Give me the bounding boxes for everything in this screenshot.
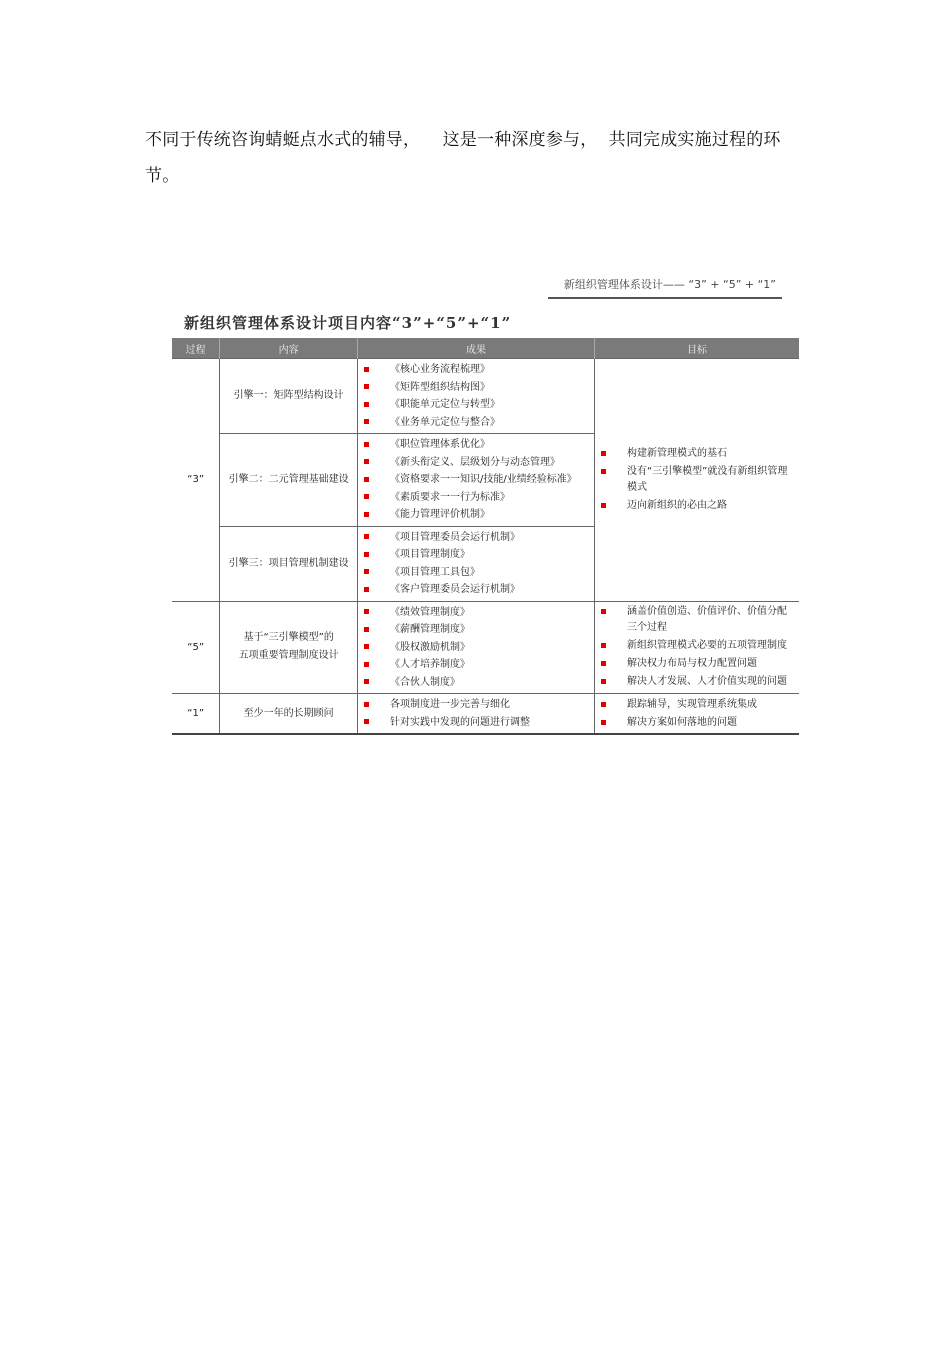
list-item: 《资格要求一一知识/技能/业绩经验标准》 — [364, 471, 594, 489]
content-cell-1: 至少一年的长期顾问 — [220, 694, 358, 735]
red-square-bullet-icon — [364, 702, 369, 707]
list-item: 《职位管理体系优化》 — [364, 436, 594, 454]
red-square-bullet-icon — [364, 459, 369, 464]
results-cell-5 — [357, 601, 594, 694]
header-results: 成果 — [357, 338, 594, 359]
list-item: 《合伙人制度》 — [364, 674, 594, 692]
table-row — [172, 601, 799, 694]
header-process: 过程 — [172, 338, 220, 359]
process-cell-3: “3” — [172, 359, 220, 602]
list-item: 《能力管理评价机制》 — [364, 506, 594, 524]
red-square-bullet-icon — [364, 402, 369, 407]
list-item: 《职能单元定位与转型》 — [364, 396, 594, 414]
content-cell-engine-1: 引擎一：矩阵型结构设计 — [220, 359, 358, 434]
list-item: 《薪酬管理制度》 — [364, 621, 594, 639]
red-square-bullet-icon — [601, 679, 606, 684]
results-cell-engine-1 — [357, 359, 594, 434]
content-cell-engine-2: 引擎二：二元管理基础建设 — [220, 434, 358, 527]
red-square-bullet-icon — [601, 609, 606, 614]
red-square-bullet-icon — [364, 609, 369, 614]
red-square-bullet-icon — [364, 569, 369, 574]
red-square-bullet-icon — [364, 384, 369, 389]
red-square-bullet-icon — [364, 494, 369, 499]
content-cell-5 — [220, 601, 358, 694]
red-square-bullet-icon — [364, 552, 369, 557]
project-content-table — [172, 338, 799, 735]
red-square-bullet-icon — [364, 534, 369, 539]
header-goals: 目标 — [595, 338, 800, 359]
red-square-bullet-icon — [364, 662, 369, 667]
list-item: 跟踪辅导，实现管理系统集成 — [601, 697, 799, 713]
goals-cell-1 — [595, 694, 800, 735]
results-cell-engine-2 — [357, 434, 594, 527]
red-square-bullet-icon — [364, 627, 369, 632]
intro-line-2: 节。 — [145, 166, 180, 186]
red-square-bullet-icon — [601, 720, 606, 725]
list-item: 《项目管理委员会运行机制》 — [364, 529, 594, 547]
red-square-bullet-icon — [364, 419, 369, 424]
list-item: 解决方案如何落地的问题 — [601, 715, 799, 731]
list-item: 解决人才发展、人才价值实现的问题 — [601, 674, 799, 690]
list-item: 《股权激励机制》 — [364, 639, 594, 657]
table-header-row — [172, 338, 799, 359]
list-item: 《素质要求一一行为标准》 — [364, 489, 594, 507]
goals-cell-5 — [595, 601, 800, 694]
red-square-bullet-icon — [601, 469, 606, 474]
list-item: 针对实践中发现的问题进行调整 — [364, 714, 594, 732]
goals-cell-3 — [595, 359, 800, 602]
red-square-bullet-icon — [364, 644, 369, 649]
red-square-bullet-icon — [601, 702, 606, 707]
figure-caption: 新组织管理体系设计—— “3” + “5” + “1” — [548, 276, 782, 299]
table-row — [172, 359, 799, 434]
process-cell-1: “1” — [172, 694, 220, 735]
list-item: 没有“三引擎模型”就没有新组织管理模式 — [601, 464, 799, 496]
header-content: 内容 — [220, 338, 358, 359]
list-item: 新组织管理模式必要的五项管理制度 — [601, 638, 799, 654]
list-item: 《客户管理委员会运行机制》 — [364, 581, 594, 599]
red-square-bullet-icon — [601, 661, 606, 666]
list-item: 《绩效管理制度》 — [364, 604, 594, 622]
content-line-1: 基于“三引擎模型”的 — [243, 632, 334, 644]
content-cell-engine-3: 引擎三：项目管理机制建设 — [220, 526, 358, 601]
red-square-bullet-icon — [364, 587, 369, 592]
red-square-bullet-icon — [364, 719, 369, 724]
list-item: 各项制度进一步完善与细化 — [364, 696, 594, 714]
list-item: 《人才培养制度》 — [364, 656, 594, 674]
table-row — [172, 694, 799, 735]
list-item: 《新头衔定义、层级划分与动态管理》 — [364, 454, 594, 472]
figure-title: 新组织管理体系设计项目内容“3”+“5”+“1” — [184, 314, 512, 332]
red-square-bullet-icon — [364, 367, 369, 372]
intro-paragraph — [145, 122, 805, 194]
list-item: 《项目管理制度》 — [364, 546, 594, 564]
red-square-bullet-icon — [601, 451, 606, 456]
list-item: 《业务单元定位与整合》 — [364, 414, 594, 432]
red-square-bullet-icon — [364, 679, 369, 684]
red-square-bullet-icon — [364, 512, 369, 517]
red-square-bullet-icon — [601, 503, 606, 508]
list-item: 迈向新组织的必由之路 — [601, 498, 799, 514]
list-item: 《核心业务流程梳理》 — [364, 361, 594, 379]
intro-line-1: 不同于传统咨询蜻蜓点水式的辅导， 这是一种深度参与， 共同完成实施过程的环 — [145, 130, 781, 150]
list-item: 构建新管理模式的基石 — [601, 446, 799, 462]
list-item: 《项目管理工具包》 — [364, 564, 594, 582]
list-item: 《矩阵型组织结构图》 — [364, 379, 594, 397]
content-line-2: 五项重要管理制度设计 — [238, 650, 339, 662]
red-square-bullet-icon — [364, 442, 369, 447]
list-item: 涵盖价值创造、价值评价、价值分配三个过程 — [601, 604, 799, 636]
red-square-bullet-icon — [364, 477, 369, 482]
results-cell-engine-3 — [357, 526, 594, 601]
list-item: 解决权力布局与权力配置问题 — [601, 656, 799, 672]
process-cell-5: “5” — [172, 601, 220, 694]
red-square-bullet-icon — [601, 643, 606, 648]
results-cell-1 — [357, 694, 594, 735]
